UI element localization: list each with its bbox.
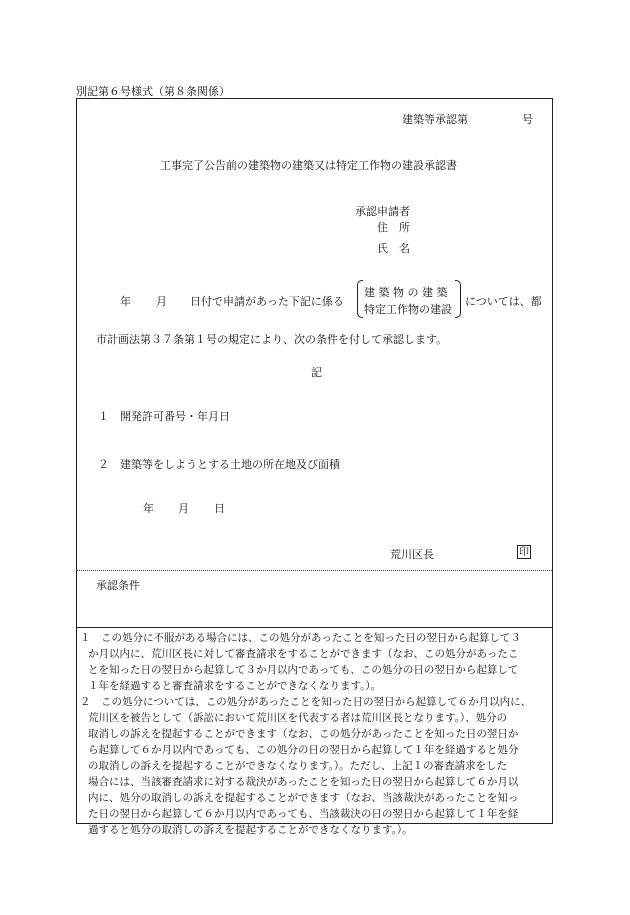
issue-day-label: 日 xyxy=(214,502,225,515)
item-2-land-location: ２ 建築等をしようとする土地の所在地及び面積 xyxy=(98,458,340,471)
date-day-text: 日付で申請があった下記に係る xyxy=(190,295,344,308)
body-line-2: 市計画法第３７条第１号の規定により、次の条件を付して承認します。 xyxy=(96,333,448,346)
approval-number-prefix: 建築等承認第 xyxy=(402,113,468,126)
note-2-line-7: 内に、処分の取消しの訴えを提起することができます（なお、当該裁決があったことを知っ xyxy=(88,792,519,804)
date-year-label: 年 xyxy=(120,295,131,308)
seal-mark: 印 xyxy=(519,547,529,558)
bracket-option-building: 建 築 物 の 建 築 xyxy=(364,286,448,299)
note-2-line-9: 過すると処分の取消しの訴えを提起することができなくなります。）。 xyxy=(88,824,413,836)
applicant-heading: 承認申請者 xyxy=(355,205,410,218)
note-2-line-6: 場合には、当該審査請求に対する裁決があったことを知った日の翌日から起算して６か月以 xyxy=(88,776,519,788)
note-2-line-8: た日の翌日から起算して６か月以内であっても、当該裁決の日の翌日から起算して１年を経 xyxy=(88,808,519,820)
notes-divider xyxy=(77,627,552,628)
note-1-line-4: １年を経過すると審査請求をすることができなくなります。）。 xyxy=(88,680,382,692)
note-2-line-5: の取消しの訴えを提起することができなくなります。）。ただし、上記１の審査請求をした xyxy=(88,760,508,772)
authority-name: 荒川区長 xyxy=(390,548,434,561)
address-label: 住 所 xyxy=(377,221,410,234)
date-month-label: 月 xyxy=(156,295,167,308)
issue-year-label: 年 xyxy=(143,502,154,515)
approval-number-suffix: 号 xyxy=(522,113,533,126)
document-title: 工事完了公告前の建築物の建築又は特定工作物の建設承認書 xyxy=(160,159,457,172)
conditions-label: 承認条件 xyxy=(96,579,140,592)
note-1-line-3: とを知った日の翌日から起算して３か月以内であっても、この処分の日の翌日から起算して xyxy=(88,664,519,676)
note-1-line-1: １ この処分に不服がある場合には、この処分があったことを知った日の翌日から起算して３ xyxy=(80,632,521,644)
dotted-divider xyxy=(77,570,552,571)
note-2-line-4: ら起算して６か月以内であっても、この処分の日の翌日から起算して１年を経過すると処分 xyxy=(88,744,519,756)
issue-month-label: 月 xyxy=(178,502,189,515)
ki-heading: 記 xyxy=(311,366,322,379)
note-2-line-3: 取消しの訴えを提起することができます（なお、この処分があったことを知った日の翌日か xyxy=(88,728,519,740)
note-2-line-1: ２ この処分については、この処分があったことを知った日の翌日から起算して６か月以内に、 xyxy=(80,696,532,708)
note-1-line-2: か月以内に、荒川区長に対して審査請求をすることができます（なお、この処分があったこ xyxy=(88,648,519,660)
after-bracket-text: については、都 xyxy=(465,295,542,308)
bracket-option-structure: 特定工作物の建設 xyxy=(364,303,452,316)
item-1-development-permit: １ 開発許可番号・年月日 xyxy=(98,410,230,423)
note-2-line-2: 荒川区を被告として（訴訟において荒川区を代表する者は荒川区長となります。）、処分の xyxy=(88,712,508,724)
name-label: 氏 名 xyxy=(377,242,410,255)
form-number-label: 別記第６号様式（第８条関係） xyxy=(76,85,230,98)
